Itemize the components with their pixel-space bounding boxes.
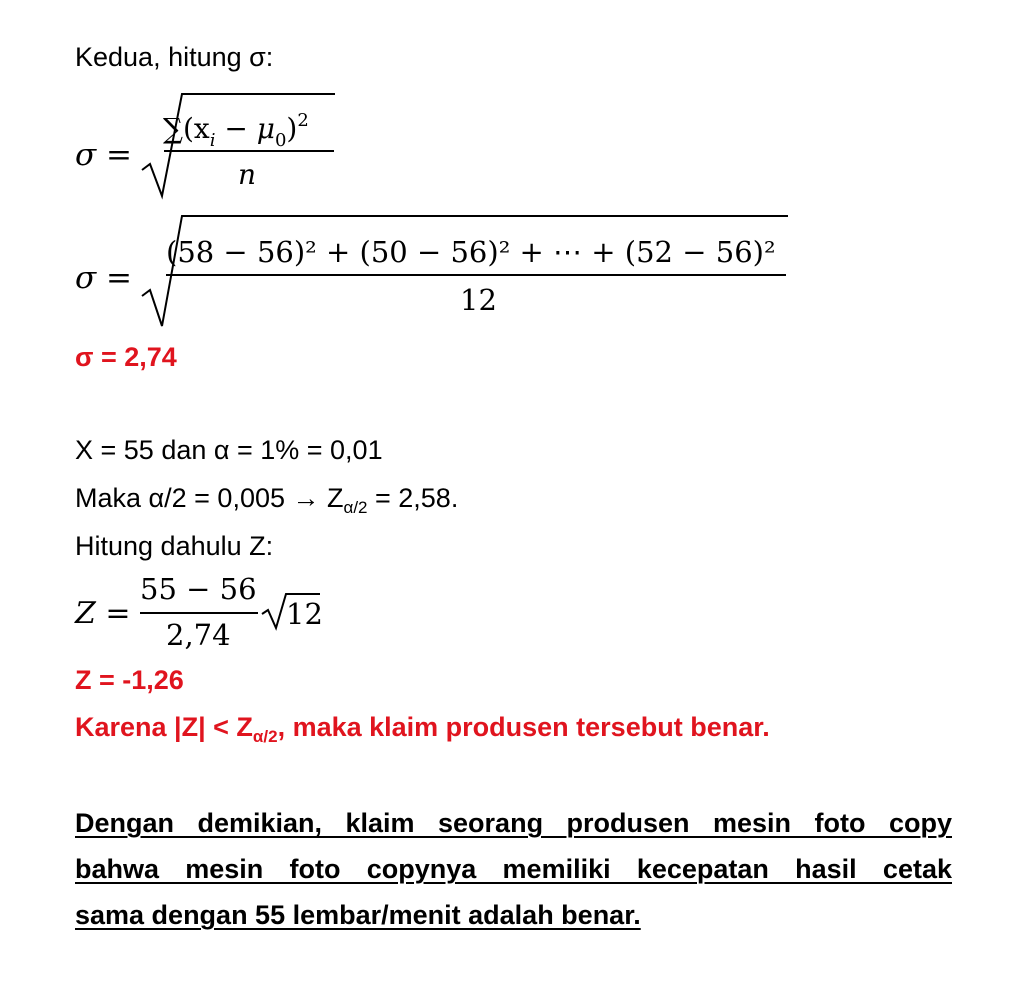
conclusion-line-3: sama dengan 55 lembar/menit adalah benar. (75, 900, 641, 930)
z-formula-denominator: 2,74 (166, 618, 231, 652)
sigma-substituted-lhs: σ = (75, 260, 132, 296)
sigma-formula-numerator: $\sum(x_i - \mu_0)^2$ (163, 110, 309, 151)
karena-line-rest: , maka klaim produsen tersebut benar. (277, 712, 770, 742)
conclusion-paragraph (75, 800, 952, 938)
maka-line-text: Maka α/2 = 0,005 → Z (75, 483, 344, 513)
conclusion-line-2: bahwa mesin foto copynya memiliki kecepatan hasil cetak (75, 854, 952, 884)
hitung-z-line: Hitung dahulu Z: (75, 531, 274, 561)
z-formula-root-value: 12 (286, 597, 323, 631)
sigma-substituted-denominator: 12 (460, 283, 497, 317)
maka-line-subscript: α/2 (343, 498, 368, 517)
sigma-substituted-numerator: (58 − 56)² + (50 − 56)² + ⋯ + (52 − 56)² (166, 235, 776, 269)
maka-line-rest: = 2,58. (367, 483, 459, 513)
z-formula (70, 570, 350, 654)
karena-line-text: Karena |Z| < Z (75, 712, 253, 742)
z-formula-numerator: 55 − 56 (140, 572, 257, 606)
sigma-substituted-formula (70, 212, 810, 330)
maka-line (75, 481, 458, 519)
z-result: Z = -1,26 (75, 665, 184, 695)
karena-line (75, 710, 770, 748)
sigma-formula-lhs: σ = (75, 137, 132, 173)
z-formula-lhs: Z = (75, 596, 131, 631)
conclusion-line-1: Dengan demikian, klaim seorang produsen mesin foto copy (75, 808, 952, 838)
sigma-formula (70, 92, 430, 202)
sigma-result: σ = 2,74 (75, 342, 177, 372)
given-values-line: X = 55 dan α = 1% = 0,01 (75, 435, 383, 465)
sigma-formula-denominator: n (238, 158, 257, 191)
heading-hitung-sigma: Kedua, hitung σ: (75, 42, 274, 72)
karena-line-subscript: α/2 (252, 727, 278, 746)
